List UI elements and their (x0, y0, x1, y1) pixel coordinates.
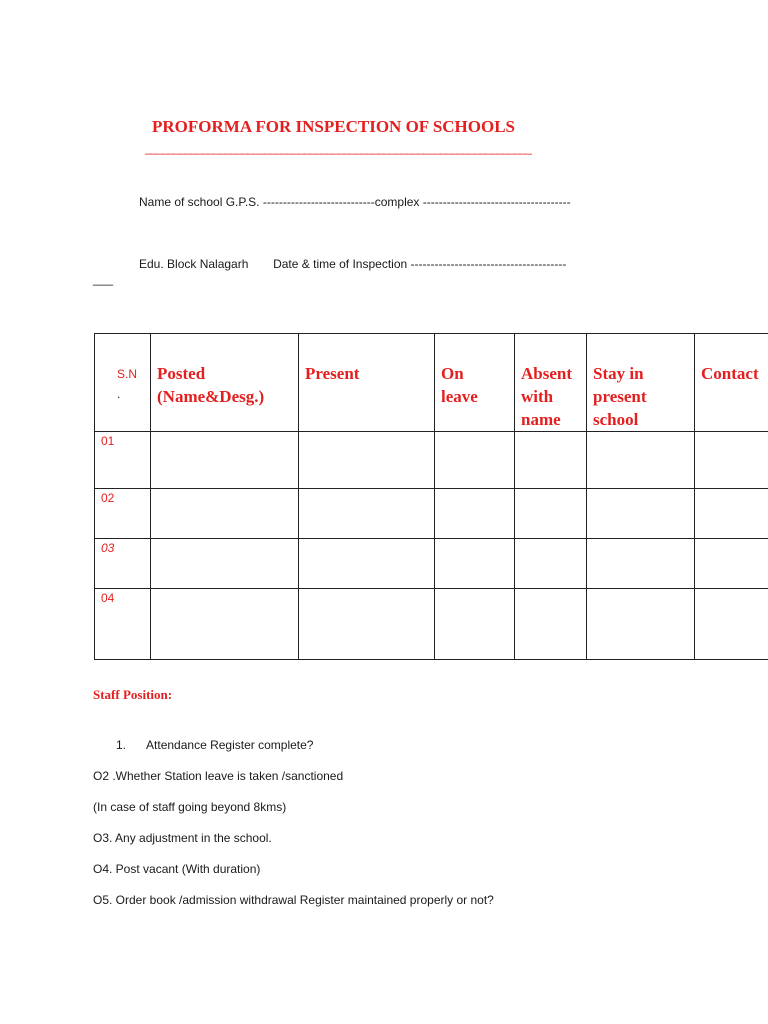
cell-blank[interactable] (515, 432, 587, 489)
row-number: 02 (101, 491, 115, 505)
question-1-number: 1. (116, 738, 127, 752)
question-2: O2 .Whether Station leave is taken /sanctioned (93, 769, 344, 783)
table-row (95, 432, 768, 489)
question-4: O4. Post vacant (With duration) (93, 862, 261, 876)
header-contact: Contact (695, 334, 768, 432)
cell-blank[interactable] (695, 589, 768, 660)
staff-position-heading: Staff Position: (93, 687, 173, 702)
cell-blank[interactable] (587, 539, 695, 589)
complex-label: complex (374, 195, 420, 209)
complex-blank: ------------------------------------- (422, 195, 571, 209)
cell-blank[interactable] (299, 432, 435, 489)
table-row (95, 539, 768, 589)
cell-blank[interactable] (151, 489, 299, 539)
header-present: Present (299, 334, 435, 432)
date-time-blank: --------------------------------------- (410, 257, 567, 271)
cell-blank[interactable] (299, 489, 435, 539)
header-on-leave: On leave (435, 334, 515, 432)
question-5: O5. Order book /admission withdrawal Register maintained properly or not? (93, 893, 494, 907)
cell-blank[interactable] (587, 432, 695, 489)
header-posted: Posted (Name&Desg.) (151, 334, 299, 432)
row-number: 03 (101, 541, 115, 555)
cell-blank[interactable] (435, 432, 515, 489)
block-date-line (139, 257, 566, 271)
cell-blank[interactable] (587, 489, 695, 539)
cell-blank[interactable] (695, 489, 768, 539)
row-number: 01 (101, 434, 115, 448)
cell-blank[interactable] (695, 432, 768, 489)
cell-blank[interactable] (515, 489, 587, 539)
cell-blank[interactable] (587, 589, 695, 660)
title-underline: ____________________________________________________________________ (145, 141, 531, 155)
question-1-text: Attendance Register complete? (146, 738, 314, 752)
cell-blank[interactable] (515, 589, 587, 660)
edu-block-label: Edu. Block Nalagarh (139, 257, 249, 271)
question-3: O3. Any adjustment in the school. (93, 831, 272, 845)
cell-blank[interactable] (695, 539, 768, 589)
row-number: 04 (101, 591, 115, 605)
cell-blank[interactable] (435, 539, 515, 589)
school-name-line (139, 195, 571, 209)
cell-blank[interactable] (435, 489, 515, 539)
question-2-note: (In case of staff going beyond 8kms) (93, 800, 287, 814)
cell-blank[interactable] (435, 589, 515, 660)
table-row (95, 489, 768, 539)
stray-underline-mark: ___ (93, 272, 114, 286)
staff-table (94, 333, 768, 660)
cell-blank[interactable] (299, 539, 435, 589)
cell-blank[interactable] (299, 589, 435, 660)
school-name-label: Name of school G.P.S. (139, 195, 260, 209)
cell-blank[interactable] (151, 539, 299, 589)
question-1 (116, 738, 313, 752)
table-header-row (95, 334, 768, 432)
date-time-label: Date & time of Inspection (273, 257, 408, 271)
cell-blank[interactable] (515, 539, 587, 589)
header-sn: S.N . (95, 334, 151, 432)
cell-blank[interactable] (151, 432, 299, 489)
school-name-blank: ---------------------------- (262, 195, 375, 209)
header-stay: Stay in present school (587, 334, 695, 432)
header-absent: Absent with name (515, 334, 587, 432)
cell-blank[interactable] (151, 589, 299, 660)
table-row (95, 589, 768, 660)
page-title: PROFORMA FOR INSPECTION OF SCHOOLS (152, 117, 516, 136)
